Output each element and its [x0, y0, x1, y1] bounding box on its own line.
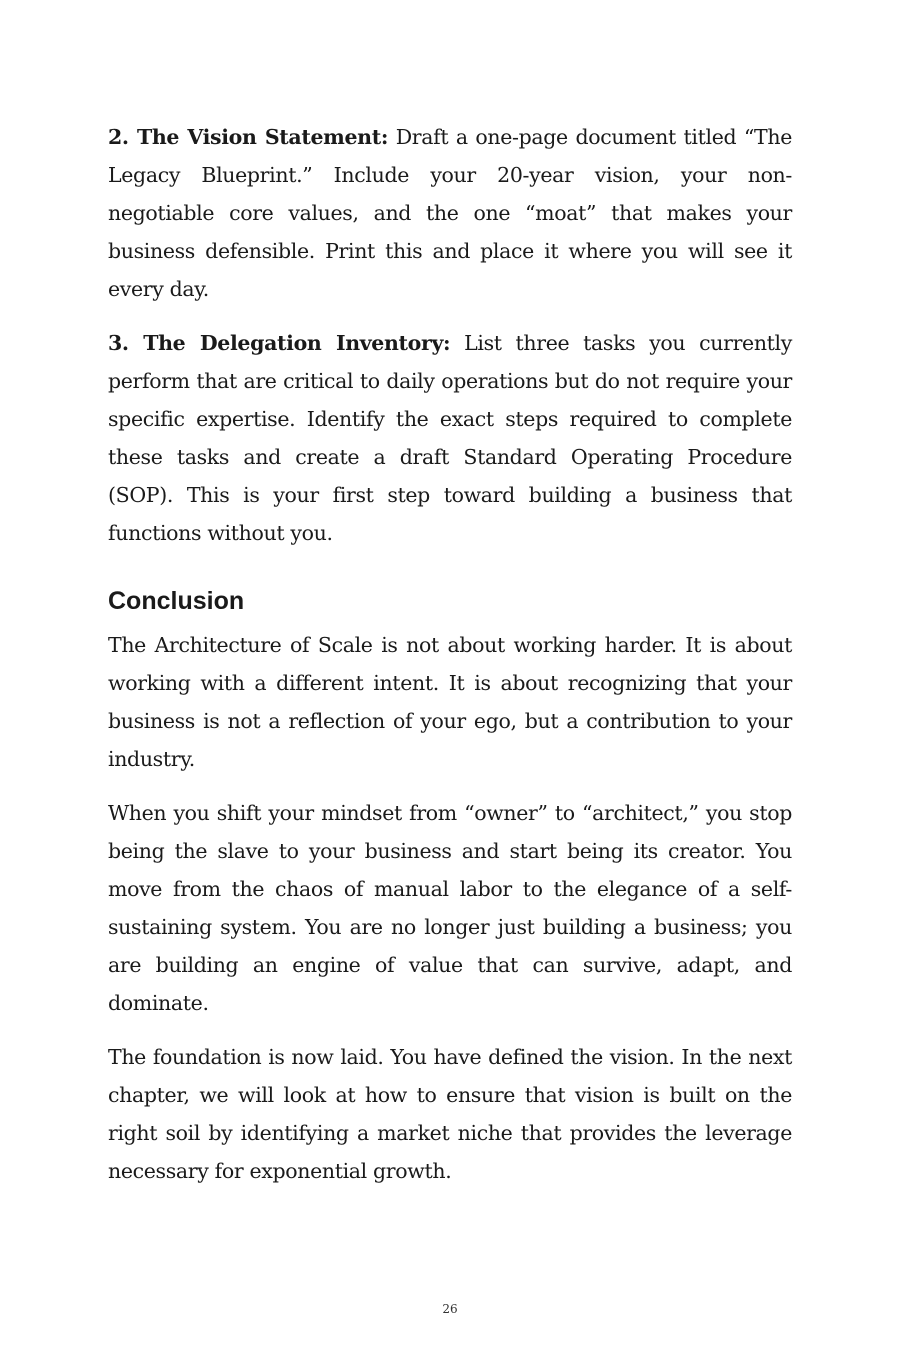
- delegation-inventory-paragraph: [108, 324, 792, 552]
- vision-statement-lead: 2. The Vision Statement:: [108, 125, 389, 149]
- page-number: 26: [442, 1302, 458, 1316]
- conclusion-paragraph-3: The foundation is now laid. You have defined the vision. In the next chapter, we will look at how to ensure that vision is built on the right soil by identifying a market niche that provides the leverage necessary for exponential growth.: [108, 1045, 792, 1183]
- conclusion-heading: Conclusion: [108, 587, 245, 615]
- delegation-inventory-lead: 3. The Delegation Inventory:: [108, 331, 451, 355]
- conclusion-paragraph-1: The Architecture of Scale is not about working harder. It is about working with a different intent. It is about recognizing that your business is not a reflection of your ego, but a contribution to your industry.: [108, 633, 792, 771]
- vision-statement-paragraph: [108, 118, 792, 308]
- conclusion-paragraph-2: When you shift your mindset from “owner” to “architect,” you stop being the slave to your business and start being its creator. You move from the chaos of manual labor to the elegance of a self-sustaining system. You are no longer just building a business; you are building an engine of value that can survive, adapt, and dominate.: [108, 801, 792, 1015]
- vision-statement-text: Draft a one-page document titled “The Legacy Blueprint.” Include your 20-year vision, your non-negotiable core values, and the one “moat” that makes your business defensible. Print this and place it where you will see it every day.: [108, 125, 792, 301]
- delegation-inventory-text: List three tasks you currently perform that are critical to daily operations but do not require your specific expertise. Identify the exact steps required to complete these tasks and create a draft Standard Operating Procedure (SOP). This is your first step toward building a business that functions without you.: [108, 331, 792, 545]
- page-content: [108, 118, 792, 1206]
